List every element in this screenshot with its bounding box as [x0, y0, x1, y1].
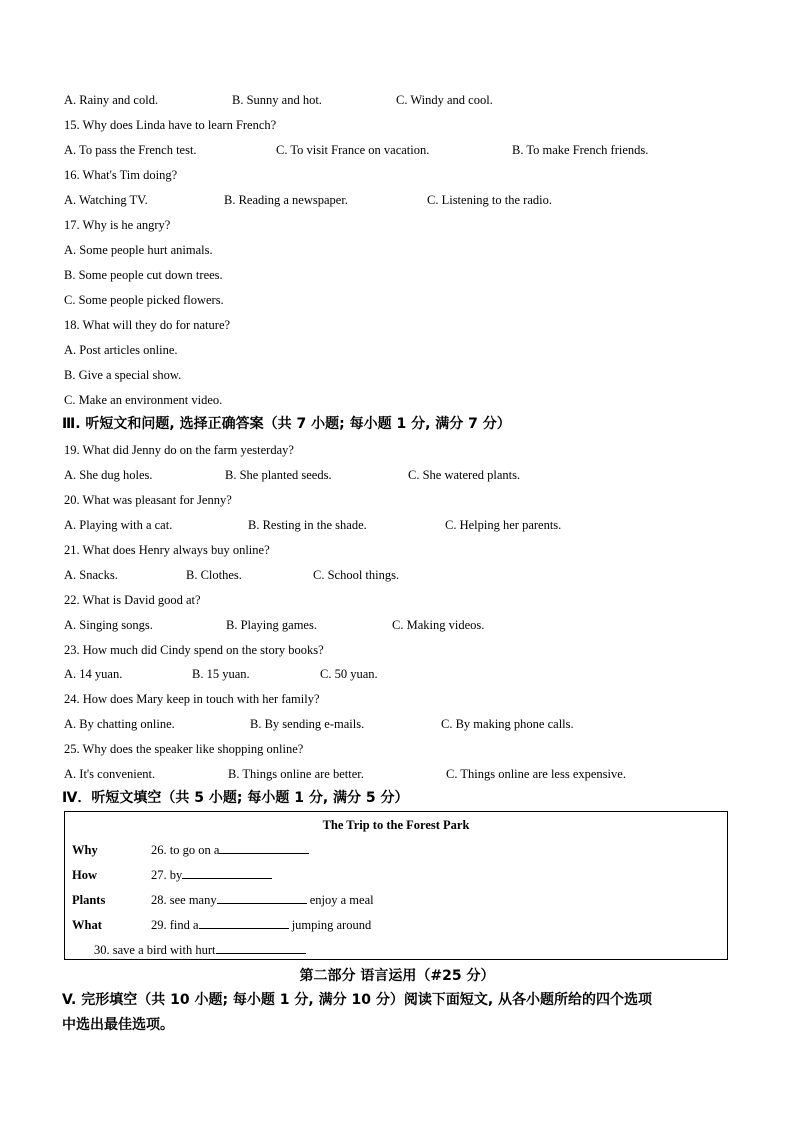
- q20-option-b: B. Resting in the shade.: [248, 518, 367, 532]
- answer-blank-30[interactable]: [216, 942, 306, 954]
- q17-option-b: B. Some people cut down trees.: [64, 268, 223, 282]
- row-prompt: 28. see many: [151, 893, 217, 907]
- q23-option-c: C. 50 yuan.: [320, 667, 378, 681]
- section-5-heading-cont: 中选出最佳选项。: [62, 1017, 174, 1033]
- q16-option-c: C. Listening to the radio.: [427, 193, 552, 207]
- q20-question: 20. What was pleasant for Jenny?: [64, 493, 232, 507]
- q21-option-b: B. Clothes.: [186, 568, 242, 582]
- row-suffix: enjoy a meal: [306, 893, 374, 907]
- q19-option-a: A. She dug holes.: [64, 468, 153, 482]
- q18-option-a: A. Post articles online.: [64, 343, 178, 357]
- q20-option-c: C. Helping her parents.: [445, 518, 562, 532]
- row-prompt: 29. find a: [151, 918, 199, 932]
- fill-in-box: [64, 811, 728, 960]
- q15-option-c: C. To visit France on vacation.: [276, 143, 430, 157]
- row-prompt: 27. by: [151, 868, 183, 882]
- answer-blank-27[interactable]: [182, 867, 272, 879]
- q17-option-a: A. Some people hurt animals.: [64, 243, 213, 257]
- q15-option-b: B. To make French friends.: [512, 143, 649, 157]
- row-text: [151, 842, 309, 858]
- q22-question: 22. What is David good at?: [64, 593, 201, 607]
- section-3-heading: Ⅲ. 听短文和问题, 选择正确答案（共 7 小题; 每小题 1 分, 满分 7 分）: [62, 416, 511, 432]
- q18-option-c: C. Make an environment video.: [64, 393, 223, 407]
- q19-question: 19. What did Jenny do on the farm yesterday?: [64, 443, 294, 457]
- q21-option-a: A. Snacks.: [64, 568, 118, 582]
- row-suffix: jumping around: [288, 918, 372, 932]
- q19-option-c: C. She watered plants.: [408, 468, 521, 482]
- q24-question: 24. How does Mary keep in touch with her family?: [64, 692, 320, 706]
- q23-question: 23. How much did Cindy spend on the story books?: [64, 643, 324, 657]
- q16-question: 16. What's Tim doing?: [64, 168, 178, 182]
- q21-option-c: C. School things.: [313, 568, 400, 582]
- q15-question: 15. Why does Linda have to learn French?: [64, 118, 277, 132]
- q16-option-b: B. Reading a newspaper.: [224, 193, 348, 207]
- part-2-heading: 第二部分 语言运用（#25 分）: [299, 968, 495, 984]
- q25-option-c: C. Things online are less expensive.: [446, 767, 626, 781]
- row-text: [151, 917, 371, 933]
- row-key: How: [72, 868, 97, 882]
- row-key: What: [72, 918, 102, 932]
- q22-option-b: B. Playing games.: [226, 618, 317, 632]
- q24-option-b: B. By sending e-mails.: [250, 717, 365, 731]
- row-text: [94, 942, 306, 958]
- q14-option-c: C. Windy and cool.: [396, 93, 493, 107]
- q18-question: 18. What will they do for nature?: [64, 318, 231, 332]
- box-title: The Trip to the Forest Park: [322, 818, 470, 832]
- q24-option-c: C. By making phone calls.: [441, 717, 574, 731]
- q22-option-c: C. Making videos.: [392, 618, 485, 632]
- q25-option-b: B. Things online are better.: [228, 767, 364, 781]
- q16-option-a: A. Watching TV.: [64, 193, 148, 207]
- q17-question: 17. Why is he angry?: [64, 218, 171, 232]
- q25-question: 25. Why does the speaker like shopping online?: [64, 742, 304, 756]
- q22-option-a: A. Singing songs.: [64, 618, 153, 632]
- q21-question: 21. What does Henry always buy online?: [64, 543, 270, 557]
- section-5-heading: V. 完形填空（共 10 小题; 每小题 1 分, 满分 10 分）阅读下面短文, 从各小题所给的四个选项: [62, 992, 653, 1008]
- q14-option-b: B. Sunny and hot.: [232, 93, 322, 107]
- row-prompt: 26. to go on a: [151, 843, 220, 857]
- answer-blank-28[interactable]: [217, 892, 307, 904]
- q20-option-a: A. Playing with a cat.: [64, 518, 173, 532]
- q17-option-c: C. Some people picked flowers.: [64, 293, 224, 307]
- answer-blank-29[interactable]: [199, 917, 289, 929]
- row-key: Plants: [72, 893, 106, 907]
- q14-option-a: A. Rainy and cold.: [64, 93, 159, 107]
- q24-option-a: A. By chatting online.: [64, 717, 175, 731]
- section-4-heading: Ⅳ．听短文填空（共 5 小题; 每小题 1 分, 满分 5 分）: [62, 790, 409, 806]
- q25-option-a: A. It's convenient.: [64, 767, 156, 781]
- q15-option-a: A. To pass the French test.: [64, 143, 197, 157]
- row-text: [151, 892, 374, 908]
- row-prompt: 30. save a bird with hurt: [94, 943, 216, 957]
- row-key: Why: [72, 843, 98, 857]
- q23-option-a: A. 14 yuan.: [64, 667, 123, 681]
- row-text: [151, 867, 272, 883]
- q18-option-b: B. Give a special show.: [64, 368, 182, 382]
- q23-option-b: B. 15 yuan.: [192, 667, 250, 681]
- answer-blank-26[interactable]: [219, 842, 309, 854]
- q19-option-b: B. She planted seeds.: [225, 468, 332, 482]
